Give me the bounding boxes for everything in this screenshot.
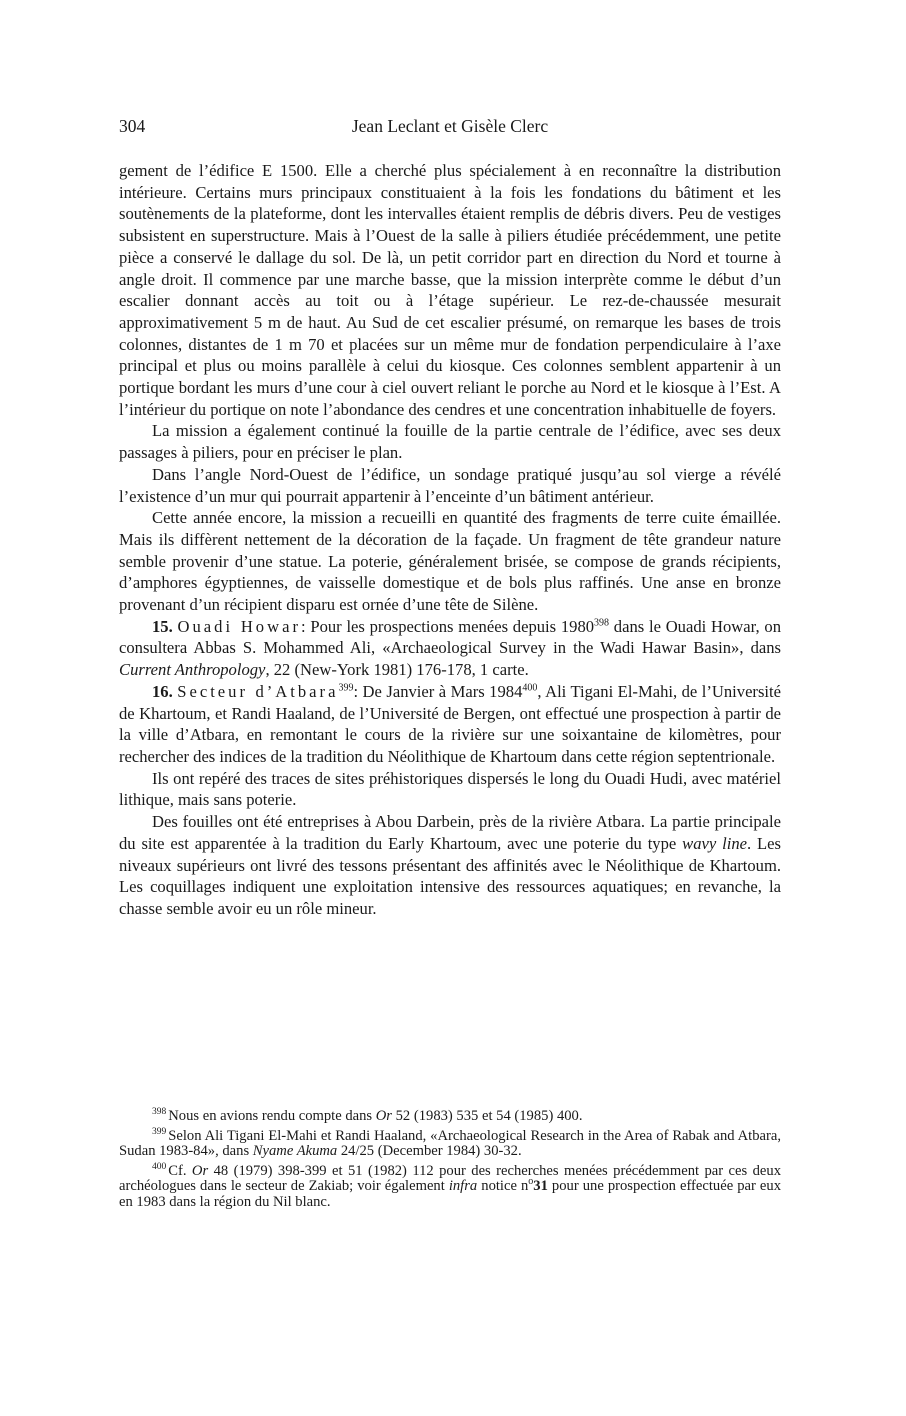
journal-abbrev: Or [191,1162,209,1179]
journal-title: Current Anthropology [119,660,266,680]
section-text: : Pour les prospections menées depuis 1980 [300,616,595,636]
italic-term: infra [448,1178,478,1195]
section-16 [119,681,781,768]
paragraph: Cette année encore, la mission a recueilli en quantité des fragments de terre cuite émaillée. Mais ils diffèrent nettement de la décoration de la façade. Un fragment de tête grandeur nature semble provenir d’une statue. La poterie, généralement brisée, se compose de grands récipients, d’amphores égyptiennes, de vaisselle domestique et de bols plus raffinés. Une anse en bronze provenant d’un récipient disparu est ornée d’une tête de Silène. [119,508,781,615]
paragraph-text: . Les niveaux supérieurs ont livré des tessons présentant des affinités avec le Néolithique de Khartoum. Les coquillages indiquent une exploitation intensive des ressources aquatiques; en revanche, la chasse semble avoir eu un rôle mineur. [119,833,781,918]
footnote-text: Nous en avions rendu compte dans [168,1108,376,1124]
paragraph [119,811,781,920]
main-text [119,160,781,920]
section-text: dans le Ouadi Howar, on consultera Abbas S. Mohammed Ali, «Archaeological Survey in the Wadi Hawar Basin», dans [119,616,781,658]
section-text: , 22 (New-York 1981) 176-178, 1 carte. [265,660,529,680]
journal-title: Nyame Akuma [252,1143,338,1160]
paragraph: Ils ont repéré des traces de sites préhistoriques dispersés le long du Ouadi Hudi, avec matériel lithique, mais sans poterie. [119,768,781,810]
section-number: 15. [152,616,173,636]
footnote-text: pour une prospection effectuée par eux en 1983 dans la région du Nil blanc. [119,1178,781,1210]
footnote-number: 398 [152,1107,167,1118]
section-heading: Secteur d’Atbara [177,681,339,701]
section-15 [119,616,781,681]
journal-abbrev: Or [375,1108,392,1124]
paragraph-text: Des fouilles ont été entreprises à Abou Darbein, près de la rivière Atbara. La partie principale du site est apparentée à la tradition du Early Khartoum, avec une poterie du type [119,812,781,853]
footnote-398 [119,1109,781,1125]
running-head [119,110,781,138]
footnote-text: 48 (1979) 398-399 et 51 (1982) 112 pour des recherches menées précédemment par ces deux archéologues dans le secteur de Zakiab; voir également [119,1162,781,1195]
section-heading: Ouadi Howar [177,616,301,636]
footnotes [119,1109,781,1215]
section-text: , Ali Tigani El-Mahi, de l’Université de Khartoum, et Randi Haaland, de l’Université de Bergen, ont effectué une prospection à partir de la ville d’Atbara, en remontant le cours de la rivière sur une soixantaine de kilomètres, pour rechercher des indices de la tradition du Néolithique de Khartoum dans cette région septentrionale. [119,681,782,766]
paragraph: La mission a également continué la fouille de la partie centrale de l’édifice, avec ses deux passages à piliers, pour en préciser le plan. [119,421,781,463]
footnote-ref: 398 [594,617,610,629]
page-number: 304 [119,116,146,136]
numero-sign: o [528,1176,534,1188]
header-title: Jean Leclant et Gisèle Clerc [351,116,549,136]
section-number: 16. [152,681,173,701]
notice-number: 31 [533,1178,548,1195]
footnote-text: 24/25 (December 1984) 30-32. [337,1143,522,1160]
paragraph: gement de l’édifice E 1500. Elle a cherché plus spécialement à en reconnaître la distribution intérieure. Certains murs principaux constituaient à la fois les fondations du bâtiment et les soutènements de la plateforme, dont les intervalles étaient remplis de débris divers. Peu de vestiges subsistent en superstructure. Mais à l’Ouest de la salle à piliers étudiée précédemment, une petite pièce a conservé le dallage du sol. De là, un petit corridor part en direction du Nord et tourne à angle droit. Il commence par une marche basse, que la mission interprète comme le début d’un escalier donnant accès au toit ou à l’étage supérieur. Le rez-de-chaussée mesurait approximativement 5 m de haut. Au Sud de cet escalier présumé, on remarque les bases de trois colonnes, distantes de 1 m 70 et placées sur un même mur de fondation perpendiculaire à l’axe principal et plus ou moins parallèle à celui du kiosque. Ces colonnes semblent appartenir à un portique bordant les murs d’une cour à ciel ouvert reliant le porche au Nord et le kiosque à l’Est. A l’intérieur du portique on note l’abondance des cendres et une concentration inhabituelle de foyers. [119,161,781,419]
footnote-ref: 399 [338,682,354,694]
footnote-399 [119,1126,781,1160]
paragraph: Dans l’angle Nord-Ouest de l’édifice, un sondage pratiqué jusqu’au sol vierge a révélé l’existence d’un mur qui pourrait appartenir à l’enceinte d’un bâtiment antérieur. [119,464,781,506]
section-text: : De Janvier à Mars 1984 [353,681,523,701]
footnote-number: 399 [152,1126,167,1137]
footnote-ref: 400 [522,682,538,694]
italic-term: wavy line [682,833,747,853]
footnote-400 [119,1161,781,1211]
footnote-text: notice n [477,1178,529,1195]
footnote-number: 400 [152,1161,167,1172]
footnote-text: Cf. [168,1162,192,1179]
footnote-text: Selon Ali Tigani El-Mahi et Randi Haaland, «Archaeological Research in the Area of Rabak and Atbara, Sudan 1983-84», dans [119,1127,781,1160]
footnote-text: 52 (1983) 535 et 54 (1985) 400. [391,1108,583,1124]
